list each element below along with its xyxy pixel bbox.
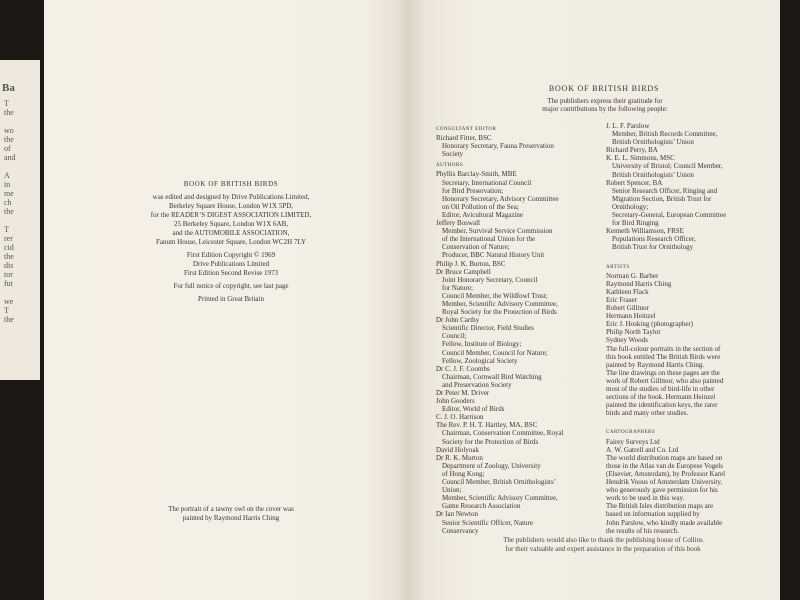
cover-credit-line: painted by Raymond Harris Ching (182, 514, 280, 522)
edition-notice (104, 251, 358, 278)
page-title: BOOK OF BRITISH BIRDS (548, 84, 660, 93)
contributor-role: Conservation of Nature; (442, 243, 510, 252)
contributor-role: Honorary Secretary, Fauna Preservation (442, 142, 554, 151)
contributor-name: Philip North Taylor (606, 328, 661, 337)
contributor-name: Norman G. Barber (606, 271, 659, 280)
contributor-role: Council; (442, 332, 467, 341)
contributor-role: Council Member, British Ornithologists’ (442, 478, 557, 487)
contributor-role: of Hong Kong; (442, 469, 485, 478)
imprint-block (104, 180, 358, 308)
section-heading: CONSULTANT EDITOR (436, 127, 497, 132)
contributor-name: this book entitled The British Birds were (606, 352, 721, 361)
contributor-role: for Nature; (442, 283, 473, 292)
thanks-line: for their valuable and expert assistance in the preparation of this book (505, 545, 701, 553)
contributor-role: Ornithology; (612, 202, 649, 211)
contributors-column-right (606, 122, 780, 535)
contributor-name: Richard Fitter, BSC (436, 134, 492, 143)
contributor-role: Conservancy (442, 526, 479, 535)
contributor-name: Richard Perry, BA (606, 146, 658, 155)
contributor-role: Game Research Association (442, 502, 521, 511)
edge-book-text (0, 99, 40, 324)
contributors-column-left (436, 122, 608, 535)
contributor-role: and Preservation Society (442, 380, 512, 389)
contributor-name: John Parslow, who kindly made available (606, 518, 723, 527)
edge-line: dis (4, 261, 14, 270)
section-heading: AUTHORS (436, 163, 464, 169)
contributor-name: Dr Ian Newton (436, 510, 478, 519)
contributor-role: British Ornithologists’ Union (612, 138, 694, 147)
contributor-name: Phyllis Barclay-Smith, MBE (436, 170, 517, 179)
edition-line: First Edition Copyright © 1969 (186, 251, 276, 259)
imprint-line: for the READER’S DIGEST ASSOCIATION LIMITED, (150, 211, 312, 219)
contributor-role: Chairman, Conservation Committee, Royal (442, 429, 564, 438)
contributor-role: for Bird Ringing (612, 219, 659, 228)
contributor-role: Member, British Records Committee, (612, 130, 718, 139)
contributor-role: Senior Research Officer, Ringing and (612, 186, 718, 195)
edition-line: Drive Publications Limited (192, 260, 270, 268)
edge-book-label: Ba (2, 82, 15, 94)
acknowledgement-intro (498, 97, 712, 113)
contributor-name: work of Robert Gillmor, who also painted (606, 376, 724, 385)
contributor-role: Member, Scientific Advisory Committee, (442, 494, 558, 503)
edge-line: the (4, 252, 14, 261)
contributor-role: Member, Survival Service Commission (442, 227, 553, 236)
contributor-name: Eric Fraser (606, 295, 637, 304)
contributor-name: work to be used in this way. (606, 494, 685, 503)
contributor-role: Secretary-General, European Committee (612, 211, 727, 220)
contributor-name: those in the Atlas van de Europese Vogels (606, 461, 723, 470)
edge-line: and (4, 153, 16, 162)
edge-line: we (4, 297, 14, 306)
imprint-line: 25 Berkeley Square, London W1X 6AB, (174, 220, 288, 228)
contributor-role: British Trust for Ornithology (612, 243, 694, 252)
edge-line: fut (4, 279, 13, 288)
imprint-line: Fanum House, Leicester Square, London WC2H 7LY (155, 238, 307, 246)
contributor-role: Migration Section, British Trust for (612, 194, 712, 203)
contributor-role: Secretary, International Council (442, 178, 532, 187)
edge-line: the (4, 315, 14, 324)
contributor-name: Dr John Carthy (436, 316, 480, 325)
edge-line (2, 216, 40, 225)
contributor-role: for Bird Preservation; (442, 186, 504, 195)
contributor-name: Dr Bruce Campbell (436, 267, 491, 276)
contributor-name: K. E. L. Simmons, MSC (606, 154, 675, 163)
edge-line (2, 162, 40, 171)
adjacent-book-edge (0, 60, 40, 380)
imprint-address (104, 193, 358, 247)
contributor-name: Sydney Woods (606, 336, 648, 345)
edge-line: of (4, 144, 11, 153)
contributor-role: Joint Honorary Secretary, Council (442, 275, 538, 284)
contributor-role: Royal Society for the Protection of Birds (442, 308, 557, 317)
intro-line: The publishers express their gratitude for (547, 97, 663, 105)
contributor-name: Dr Peter M. Driver (436, 389, 490, 397)
contributor-name: (Elsevier, Amsterdam), by Professor Karel (606, 469, 726, 478)
contributor-role: of the International Union for the (442, 235, 536, 244)
edge-line: tor (4, 270, 13, 279)
contributor-name: The British Isles distribution maps are (606, 502, 714, 511)
contributor-name: who generously gave permission for his (606, 486, 718, 495)
edge-line: the (4, 207, 14, 216)
contributor-name: Philip J. K. Burton, BSC (436, 259, 506, 268)
section-heading: ARTISTS (606, 264, 630, 270)
contributor-name: A. W. Gatrell and Co. Ltd (606, 445, 679, 454)
edge-line: the (4, 135, 14, 144)
edge-line: the (4, 108, 14, 117)
contributor-name: sections of the book. Hermann Heinzel (606, 393, 716, 402)
edge-line: T (4, 306, 9, 315)
section-heading: CARTOGRAPHERS (606, 430, 656, 436)
contributor-name: Dr C. J. F. Coombs (436, 364, 490, 373)
cover-credit-line: The portrait of a tawny owl on the cover was (168, 505, 294, 513)
contributor-name (606, 417, 780, 425)
contributor-role: Fellow, Institute of Biology; (442, 340, 522, 349)
contributor-name (606, 252, 780, 260)
contributor-role: Chairman, Cornwall Bird Watching (442, 372, 542, 381)
edge-line: A (4, 171, 10, 180)
contributor-role: Council Member, Council for Nature; (442, 348, 548, 357)
contributor-role: Union; (442, 486, 462, 495)
edge-line: rer (4, 234, 13, 243)
contributor-name: Jeffery Boswall (436, 219, 480, 228)
contributor-name: Eric J. Hosking (photographer) (606, 320, 694, 329)
imprint-title: BOOK OF BRITISH BIRDS (183, 180, 279, 188)
collins-thanks (438, 536, 768, 554)
contributor-role: Senior Scientific Officer, Nature (442, 518, 533, 527)
contributor-name: The full-colour portraits in the section of (606, 344, 721, 353)
contributor-name: J. L. F. Parslow (606, 122, 650, 130)
contributor-name: Fairey Surveys Ltd (606, 437, 660, 446)
right-page (408, 0, 780, 600)
contributor-name: C. J. O. Harrison (436, 413, 484, 422)
contributor-name: The Rev. P. H. T. Hartley, MA, BSC (436, 421, 538, 430)
cover-credit (124, 505, 338, 523)
edition-line: First Edition Second Revise 1973 (183, 269, 279, 277)
contributor-name: based on information supplied by (606, 510, 700, 519)
contributor-role: Producer, BBC Natural History Unit (442, 251, 545, 260)
contributor-name: Hendrik Voous of Amsterdam University, (606, 478, 723, 487)
contributor-role: Society for the Protection of Birds (442, 437, 539, 446)
contributor-role: Member, Scientific Advisory Committee, (442, 299, 558, 308)
edge-line: cid (4, 243, 14, 252)
imprint-line: Berkeley Square House, London W1X 5PD, (168, 202, 294, 210)
contributor-role: University of Bristol; Council Member, (612, 162, 723, 171)
edge-line: T (4, 225, 9, 234)
edge-line: wo (4, 126, 14, 135)
contributor-role: British Ornithologists’ Union (612, 170, 694, 179)
thanks-line: The publishers would also like to thank the publishing house of Collins (503, 536, 703, 544)
contributor-name: the results of his research. (606, 526, 679, 535)
contributor-name: David Holyoak (436, 445, 479, 454)
contributor-name: Dr R. K. Murton (436, 453, 483, 462)
edge-line: ch (4, 198, 12, 207)
contributor-name: The world distribution maps are based on (606, 453, 723, 462)
contributor-role: Society (442, 150, 463, 159)
contributor-name: Robert Gillmor (606, 304, 649, 313)
contributor-name: John Gooders (436, 397, 475, 406)
contributor-name: painted by Raymond Harris Ching. (606, 360, 705, 369)
contributor-role: Council Member, the Wildfowl Trust; (442, 291, 548, 300)
edge-line (2, 117, 40, 126)
contributor-role: Honorary Secretary, Advisory Committee (442, 194, 559, 203)
copyright-notice: For full notice of copyright, see last page (173, 282, 289, 290)
contributor-role: Fellow, Zoological Society (442, 356, 518, 365)
contributor-name: Kathleen Flack (606, 287, 649, 296)
imprint-line: and the AUTOMOBILE ASSOCIATION, (172, 229, 290, 237)
edge-line (2, 288, 40, 297)
contributor-role: Department of Zoology, University (442, 461, 541, 470)
contributor-name: Hermann Heinzel (606, 312, 656, 321)
edge-line: T (4, 99, 9, 108)
imprint-line: was edited and designed by Drive Publications Limited, (152, 193, 310, 201)
contributor-name: Raymond Harris Ching (606, 279, 672, 288)
contributor-name: painted the identification keys, the rarer (606, 401, 718, 410)
printed-in: Printed in Great Britain (198, 295, 264, 303)
contributor-role: Editor, World of Birds (442, 405, 505, 414)
intro-line: major contributions by the following people: (542, 105, 668, 113)
edge-line: me (4, 189, 14, 198)
contributor-name: Robert Spencer, BA (606, 178, 663, 187)
contributor-name: birds and many other studies. (606, 409, 689, 418)
contributor-name: most of the studies of bird-life in other (606, 385, 715, 393)
contributor-role: on Oil Pollution of the Sea; (442, 202, 519, 211)
left-page (44, 0, 408, 600)
contributor-role: Editor, Avicultural Magazine (442, 210, 524, 219)
edge-line: in (4, 180, 11, 189)
contributor-role: Populations Research Officer, (612, 235, 696, 244)
contributor-name: Kenneth Williamson, FRSE (606, 227, 684, 236)
contributor-name: The line drawings on these pages are the (606, 368, 720, 377)
contributor-role: Scientific Director, Field Studies (442, 324, 534, 333)
